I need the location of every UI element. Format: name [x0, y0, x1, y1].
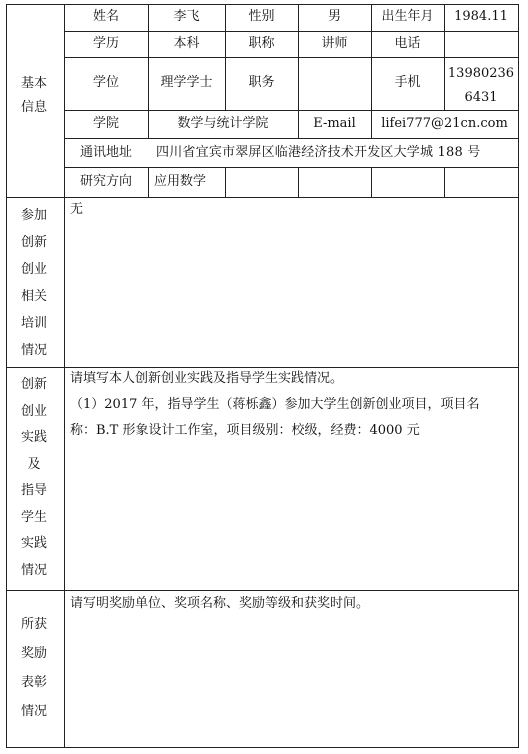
degree-label: 学位	[92, 75, 119, 90]
rule	[225, 167, 226, 197]
name-label: 姓名	[92, 9, 119, 24]
rule	[64, 138, 518, 139]
rule	[6, 590, 518, 591]
rule	[64, 31, 518, 32]
rule	[6, 4, 518, 5]
practice-line: 请填写本人创新创业实践及指导学生实践情况。	[70, 371, 344, 386]
college-value: 数学与统计学院	[177, 116, 269, 131]
mobile-label: 手机	[394, 75, 421, 90]
education-label: 学历	[92, 36, 119, 51]
practice-line: （1）2017 年，指导学生（蒋栎鑫）参加大学生创新创业项目，项目名	[70, 397, 480, 412]
practice-content	[70, 366, 514, 444]
awards-label: 所获 奖励 表彰 情况	[20, 617, 47, 719]
practice-label: 创新 创业 实践 及 指导 学生 实践 情况	[20, 377, 47, 578]
research-value: 应用数学	[154, 174, 207, 189]
rule	[298, 167, 299, 197]
training-label: 参加 创新 创业 相关 培训 情况	[20, 208, 47, 358]
email-value: lifei777@21cn.com	[381, 116, 508, 131]
address-label: 通讯地址	[79, 145, 132, 160]
mobile-value	[444, 62, 518, 110]
rule	[6, 197, 518, 198]
mobile-value-line: 13980236	[447, 66, 515, 81]
email-label: E-mail	[313, 116, 356, 131]
awards-content: 请写明奖励单位、奖项名称、奖励等级和获奖时间。	[70, 596, 370, 611]
college-label: 学院	[92, 116, 119, 131]
rule	[6, 747, 518, 748]
position-label: 职务	[248, 75, 275, 90]
title-value: 讲师	[321, 36, 348, 51]
education-value: 本科	[173, 36, 200, 51]
research-label: 研究方向	[79, 174, 132, 189]
name-value: 李飞	[173, 9, 200, 24]
rule	[148, 167, 149, 197]
rule	[371, 167, 372, 197]
rule	[518, 4, 519, 748]
mobile-value-line: 6431	[464, 90, 498, 105]
rule	[64, 110, 518, 111]
degree-value: 理学学士	[160, 75, 213, 90]
address-value: 四川省宜宾市翠屏区临港经济技术开发区大学城 188 号	[156, 145, 481, 160]
gender-label: 性别	[248, 9, 275, 24]
title-label: 职称	[248, 36, 275, 51]
rule	[64, 167, 518, 168]
gender-value: 男	[327, 9, 341, 24]
basic-info-label: 基本 信息	[20, 76, 47, 115]
training-content: 无	[70, 202, 84, 217]
birth-label: 出生年月	[381, 9, 434, 24]
rule	[444, 167, 445, 197]
practice-line: 称：B.T 形象设计工作室，项目级别：校级，经费：4000 元	[70, 423, 420, 438]
birth-value: 1984.11	[454, 9, 508, 24]
rule	[64, 57, 518, 58]
phone-label: 电话	[394, 36, 421, 51]
